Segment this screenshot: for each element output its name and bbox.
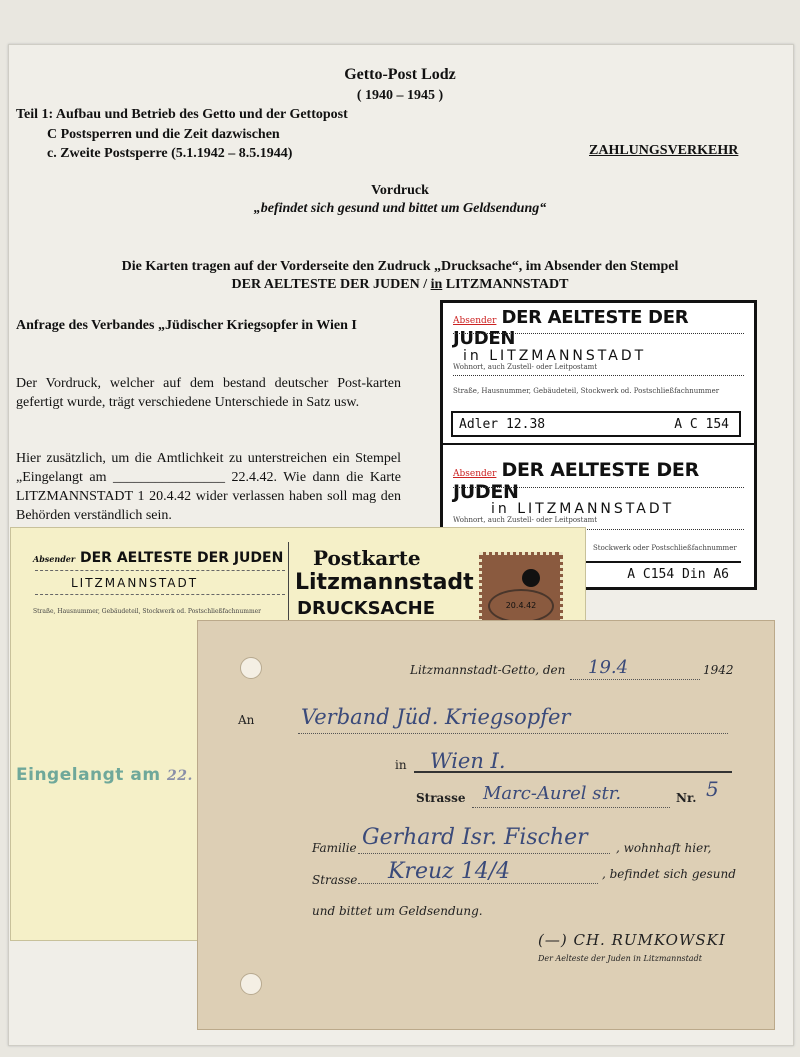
familie-label: Familie <box>312 841 357 855</box>
in-label: in <box>395 758 407 772</box>
stamp-top-wohnort: Wohnort, auch Zustell- oder Leitpostamt <box>453 363 598 371</box>
ycard-strasse: Straße, Hausnummer, Gebäudeteil, Stockwerk od. Postschließfachnummer <box>33 608 262 615</box>
stamp-bottom-absender: Absender <box>453 469 497 479</box>
stamp-top-city: in LITZMANNSTADT <box>463 348 647 364</box>
city-line <box>414 771 732 773</box>
anfrage-heading: Anfrage des Verbandes „Jüdischer Kriegsopfer in Wien I <box>16 318 357 333</box>
intro-line-1: Die Karten tragen auf der Vorderseite den Zudruck „Drucksache“, im Absender den Stempel <box>121 259 679 274</box>
stamp-bottom-wohnort: Wohnort, auch Zustell- oder Leitpostamt <box>453 516 598 524</box>
recipient-line <box>298 733 728 734</box>
ycard-dotline-1 <box>35 570 285 571</box>
punch-hole-icon <box>522 569 540 587</box>
vordruck-label: Vordruck <box>371 183 429 198</box>
stamp-bottom-title-row <box>453 459 744 503</box>
intro-line-2-in: in <box>430 277 443 292</box>
vordruck-subtitle: „befindet sich gesund und bittet um Geldsendung“ <box>253 201 547 216</box>
nr-label: Nr. <box>676 791 697 805</box>
signature-sub: Der Aelteste der Juden in Litzmannstadt <box>538 954 702 963</box>
stamp-top-strasse: Straße, Hausnummer, Gebäudeteil, Stockwerk od. Postschließfachnummer <box>453 387 720 395</box>
section-cc: c. Zweite Postsperre (5.1.1942 – 8.5.1944) <box>47 146 293 161</box>
section-teil: Teil 1: Aufbau und Betrieb des Getto und der Gettopost <box>16 107 348 122</box>
signature: (—) CH. RUMKOWSKI <box>538 931 726 949</box>
eingelangt-label: Eingelangt am <box>16 765 161 785</box>
page-title: Getto-Post Lodz <box>344 66 456 83</box>
city-hand: Wien I. <box>430 749 506 773</box>
stamp-top-box-right: A C 154 <box>674 417 729 432</box>
stamp-bottom-dotline-1 <box>453 487 744 488</box>
description-paragraph-2: Hier zusätzlich, um die Amtlichkeit zu unterstreichen ein Stempel „Eingelangt am ________________ 22.4.42. Wie dann die Karte LITZMANNSTADT 1 20.4.42 wider verlassen haben soll mag den Behörden verständlich sein. <box>16 451 401 523</box>
stamp-top-dotline-1 <box>453 333 744 334</box>
eingelangt-stamp <box>16 765 193 785</box>
street-line <box>472 807 670 808</box>
intro-line-2 <box>0 277 800 293</box>
postage-stamp <box>479 552 563 628</box>
street-hand: Marc-Aurel str. <box>483 783 622 804</box>
intro-line-2-post: LITZMANNSTADT <box>442 277 569 292</box>
ycard-sender-row <box>33 550 283 566</box>
postmark: 20.4.42 <box>488 589 554 623</box>
year-label: 1942 <box>703 663 734 677</box>
ycard-absender: Absender <box>33 554 76 564</box>
punch-hole-icon <box>240 657 262 679</box>
category-label: ZAHLUNGSVERKEHR <box>589 143 739 158</box>
eingelangt-date-hand: 22. <box>166 768 193 784</box>
stamp-top-box-left: Adler 12.38 <box>459 417 546 432</box>
postcard-reverse <box>197 620 775 1030</box>
ycard-city: LITZMANNSTADT <box>71 576 199 590</box>
nr-hand: 5 <box>706 777 719 801</box>
stamp-top-dotline-2 <box>453 375 744 376</box>
place-label: Litzmannstadt-Getto, den <box>410 663 566 677</box>
intro-line-2-pre: DER AELTESTE DER JUDEN / <box>231 277 431 292</box>
family-hand: Gerhard Isr. Fischer <box>362 825 588 850</box>
stamp-top-code-box <box>451 411 741 437</box>
ycard-drucksache: DRUCKSACHE <box>297 598 436 619</box>
stamp-top-title-row <box>453 307 744 349</box>
an-label: An <box>238 713 255 727</box>
page-years: ( 1940 – 1945 ) <box>356 88 444 103</box>
stamp-bottom-city-row <box>491 498 744 517</box>
punch-hole-icon <box>240 973 262 995</box>
wohnhaft-label: , wohnhaft hier, <box>616 841 712 855</box>
section-c: C Postsperren und die Zeit dazwischen <box>47 127 280 142</box>
ycard-postkarte: Postkarte <box>313 546 421 570</box>
family-line <box>358 853 610 854</box>
street2-hand: Kreuz 14/4 <box>388 859 511 884</box>
stamp-top-absender: Absender <box>453 316 497 326</box>
date-hand: 19.4 <box>588 657 629 678</box>
street2-line <box>358 883 598 884</box>
strasse2-label: Strasse <box>312 873 358 887</box>
stamp-bottom-title: DER AELTESTE DER JUDEN <box>453 459 699 503</box>
recipient-hand: Verband Jüd. Kriegsopfer <box>301 705 571 729</box>
gesund-label: , befindet sich gesund <box>602 867 736 881</box>
stamp-bottom-strasse: Stockwerk oder Postschließfachnummer <box>593 544 737 552</box>
stamp-top-title: DER AELTESTE DER JUDEN <box>453 307 689 349</box>
stamp-divider <box>443 443 754 445</box>
ycard-divider <box>288 542 289 622</box>
ycard-title: DER AELTESTE DER JUDEN <box>79 550 284 566</box>
strasse-label: Strasse <box>416 791 466 805</box>
date-line <box>570 679 700 680</box>
stamp-bottom-city: in LITZMANNSTADT <box>491 501 675 517</box>
bittet-label: und bittet um Geldsendung. <box>312 904 483 918</box>
ycard-dotline-2 <box>35 594 285 595</box>
stamp-top-city-row <box>463 345 744 364</box>
stamp-bottom-box-right: A C154 Din A6 <box>627 567 729 582</box>
description-paragraph-1: Der Vordruck, welcher auf dem bestand deutscher Post-karten gefertigt wurde, trägt verschiedene Unterschiede in Satz usw. <box>16 376 401 410</box>
ycard-litzmannstadt: Litzmannstadt <box>295 570 474 595</box>
